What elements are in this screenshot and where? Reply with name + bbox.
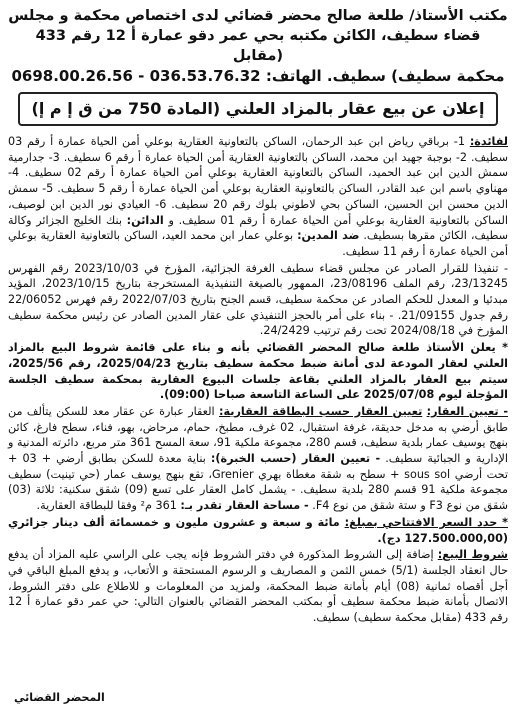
price-paragraph: [8, 515, 508, 546]
property-card-text: العقار عبارة عن عقار معد للسكن يتألف من طابق أرضي به مدخل حديقة، غرفة استقبال، 02 غرف، مطبخ، حمام، مرحاض، بهو، فناء، سطح فارغ، كائن بنهج يوسيف عمار بلدية سطيف، قسم 280، مجموعة ملكية 91، سعة المسح 361 متر مربع، دائرته المدنية و الإدارية و الجبائية سطيف.: [8, 404, 508, 466]
header-line-3: محكمة سطيف) سطيف. الهاتف: 036.53.76.32 - 0698.00.26.56: [11, 67, 505, 85]
property-area-label: - مساحة العقار تقدر بـ:: [180, 499, 309, 513]
property-area-text: 361 م² وفقا للبطاقة العقارية.: [36, 499, 177, 513]
property-expertise-text: بناية معدة للسكن بطابق أرضي + 03 + تحت أرضي sous sol + سطح به شقة مغطاة بهري Grenier، تقع بنهج يوسف عمار (حي تينيت) سطيف مجموعة ملكية 91 قسم 280 بلدية سطيف. - يشمل كامل العقار على تسع (09) شقق سكنية: ثلاثة (03) شقق من نوع F3 و ستة شقق من نوع F4.: [8, 452, 509, 513]
header-line-2: قضاء سطيف، الكائن مكتبه بحي عمر دقو عمارة أ 12 رقم 433 (مقابل: [35, 27, 481, 64]
property-paragraph: [8, 404, 508, 514]
conditions-label: شروط البيع:: [437, 548, 509, 562]
office-header: [8, 6, 508, 86]
debtor-text: بوعلي عمار ابن محمد العيد، الساكن بالتعاونية العقارية بوعلي أمن الحياة عمارة أ رقم 11 سطيف.: [8, 229, 508, 258]
beneficiary-label: لفائدة:: [469, 135, 509, 148]
property-label: - تعيين العقار:: [426, 404, 508, 418]
parties-paragraph: [8, 134, 508, 260]
debtor-label: ضد المدين:: [297, 229, 360, 243]
beneficiaries-text: 1- برباقي رياض ابن عبد الرحمان، الساكن بالتعاونية العقارية بوعلي أمن الحياة عمارة أ رقم 03 سطيف. 2- بوجبة جهيد ابن محمد، الساكن بالتعاونية العقارية أمن الحياة عمارة أ رقم 6 سطيف. 3- جدارمية سمش الدين ابن عبد الحميد، الساكن بالتعاونية العقارية بوعلي أمن الحياة عمارة أ رقم 02 سطيف. 4- مهناوي باسم ابن عبد القادر، الساكن بالتعاونية العقارية بوعلي أمن الحياة عمارة أ رقم 5 سطيف. 5- سمش الدين محسن ابن الحسين، الساكن بحي لاطوني بلوك رقم 20 سطيف. 6- العيادي نور الدين ابن لوصيف، الساكن بالتعاونية العقارية بوعلي أمن الحياة عمارة أ رقم 01 سطيف. و: [8, 135, 509, 227]
price-label: * حدد السعر الافتتاحي بمبلغ:: [344, 515, 508, 529]
announcement-body: [8, 134, 508, 626]
conditions-paragraph: [8, 547, 508, 626]
announcement-title: إعلان عن بيع عقار بالمزاد العلني (المادة 750 من ق إ م إ): [18, 92, 498, 126]
price-text: مائة و سبعة و عشرون مليون و خمسمائة ألف دينار جزائري (127.500.000,00 دج).: [8, 515, 508, 545]
property-card-label: تعيين العقار حسب البطاقة العقارية:: [219, 404, 423, 418]
creditor-text: بنك الخليج الجزائر وكالة سطيف، الكائن مقرها بسطيف.: [8, 213, 508, 243]
property-expertise-label: - تعيين العقار (حسب الخبرة):: [210, 452, 381, 466]
bailiff-signature: المحضر القضائي: [14, 691, 105, 704]
sale-announcement-paragraph: * يعلن الأستاذ طلعة صالح المحضر القضائي بأنه و بناء على قائمة شروط البيع بالمزاد العلني لعقار المودعة لدى أمانة ضبط محكمة سطيف بتاريخ 2025/04/23، رقم 2025/56، سيتم بيع العقار بالمزاد العلني بقاعة جلسات البيوع العقارية بمحكمة سطيف الجلسة المؤجلة ليوم 2025/07/08 على الساعة التاسعة صباحا (09:00).: [8, 341, 508, 402]
conditions-text: إضافة إلى الشروط المذكورة في دفتر الشروط فإنه يجب على الراسي عليه المزاد أن يدفع حال انعقاد الجلسة (5/1) خمس الثمن و المصاريف و الرسوم المستحقة و الأتعاب، و يدفع المبلغ الباقي في أجل أقصاه ثمانية (08) أيام بأمانة ضبط المحكمة، ولمزيد من المعلومات و للاطلاع على دفتر الشروط، الاتصال بأمانة ضبط محكمة سطيف أو بمكتب المحضر القضائي بالعنوان التالي: حي عمر دقو عمارة أ 12 رقم 433 (مقابل محكمة سطيف) سطيف.: [8, 548, 509, 625]
creditor-label: الدائن:: [126, 213, 164, 227]
execution-paragraph: - تنفيذا للقرار الصادر عن مجلس قضاء سطيف الغرفة الجزائية، المؤرخ في 2023/10/03 رقم الفهرس 23/13245، رقم الملف 23/08196، الممهور بالصيغة التنفيذية المستخرجة بتاريخ 2023/10/15، المؤيد مبدئيا و المعدل للحكم الصادر عن محكمة سطيف، قسم الجنح بتاريخ 2022/07/03 رقم فهرس 22/06052 رقم جدول 21/09155. - بناء على أمر بالحجز التنفيذي على عقار المدين الصادر عن رئيس محكمة سطيف المؤرخ في 2024/08/18 تحت رقم ترتيب 24/2429.: [8, 261, 509, 338]
header-line-1: مكتب الأستاذ/ طلعة صالح محضر قضائي لدى اختصاص محكمة و مجلس: [8, 7, 508, 24]
